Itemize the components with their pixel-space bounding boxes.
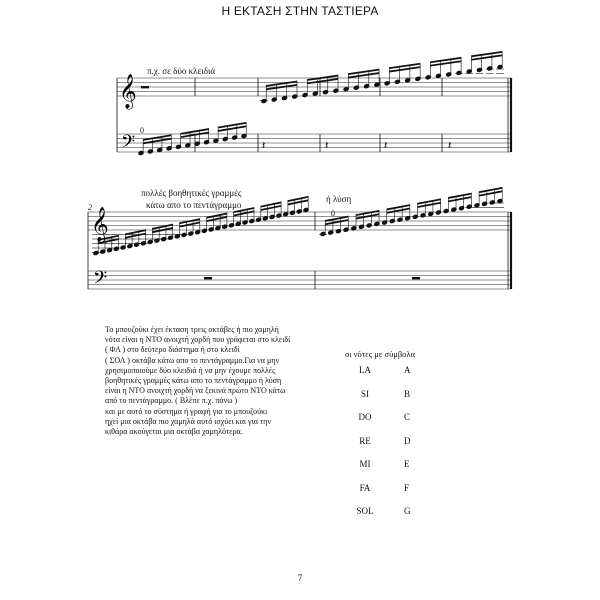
note-name-row — [350, 389, 430, 401]
note-name-row — [350, 506, 430, 518]
score-annotation: κάτω απο το πεντάγραμμο — [146, 200, 242, 210]
quarter-rest-icon: 𝄽 — [262, 139, 266, 152]
measure-number: 2 — [88, 203, 92, 212]
explanation-paragraph — [105, 325, 345, 437]
score-annotation: π.χ. σε δύο κλειδιά — [147, 66, 216, 76]
text-line: ( ΦΑ ) στο δεύτερο διάστημα ή στο κλειδί — [105, 345, 240, 355]
letter-name: E — [404, 459, 410, 469]
quarter-rest-icon: 𝄽 — [325, 139, 329, 152]
note-name-row — [350, 483, 430, 495]
page-title: Η ΕΚΤΑΣΗ ΣΤΗΝ ΤΑΣΤΙΕΡΑ — [221, 4, 379, 18]
fingering-zero: 0 — [331, 209, 335, 218]
solfege-name: LA — [359, 365, 371, 375]
solfege-name: RE — [359, 436, 371, 446]
text-line: ( ΣΟΛ ) οκτάβα κάτω απο το πεντάγραμμο.Για να μην — [105, 355, 280, 365]
text-line: είναι η ΝΤΟ ανοιχτή χορδή να ξεκινά πρώτο ΝΤΟ κάτω — [105, 386, 286, 396]
whole-rest — [204, 277, 212, 279]
quarter-rest-icon: 𝄽 — [448, 139, 452, 152]
bass-clef-icon: 𝄢 — [93, 268, 108, 293]
solfege-name: DO — [358, 412, 372, 422]
score-annotation: ή λύση — [326, 194, 352, 204]
text-line: βοηθητικές γραμμές κάτω απο το πεντάγραμμο ή λύση — [105, 376, 282, 386]
letter-name: F — [404, 483, 410, 493]
letter-name: C — [404, 412, 411, 422]
text-line: ηχεί μια οκτάβα πιο χαμηλά αυτό ισχύει και για την — [105, 416, 271, 426]
letter-name: B — [404, 389, 411, 399]
text-line: Το μπουζούκι έχει έκταση τρεις οκτάβες ή πιο χαμηλή — [105, 325, 279, 334]
treble-clef-icon: 𝄞 — [119, 74, 137, 109]
page-number: 7 — [297, 573, 303, 583]
solfege-name: MI — [359, 459, 371, 469]
note-name-row — [350, 412, 430, 424]
text-line: κιθάρα ακούγεται μια οκτάβα χαμηλότερα. — [105, 427, 243, 437]
bass-clef-icon: 𝄢 — [121, 132, 136, 157]
note-name-row — [350, 459, 430, 471]
text-line: και με αυτό το σύστημα ή γραφή για το μπουζούκι — [105, 406, 268, 416]
text-line: από το πεντάγραμμο. ( Βλέπε π.χ. πάνω ) — [105, 396, 238, 406]
letter-name: D — [404, 436, 411, 446]
treble-clef-icon: 𝄞 — [91, 207, 109, 242]
half-rest — [141, 86, 149, 88]
solfege-name: SOL — [356, 506, 374, 516]
note-name-row — [350, 436, 430, 448]
solfege-name: FA — [359, 483, 371, 493]
solfege-name: SI — [360, 389, 369, 399]
whole-rest — [412, 277, 420, 279]
note-name-row — [350, 365, 430, 377]
score-annotation: πολλές βοηθητικές γραμμές — [141, 188, 242, 198]
text-line: νότα είναι η ΝΤΟ ανοιχτή χορδή που γράφεται στο κλειδί — [105, 335, 291, 345]
fingering-zero: 0 — [140, 126, 144, 135]
text-line: χρησιμοποιούμε δύο κλειδιά ή να μην έχουμε πολλές — [105, 365, 276, 375]
quarter-rest-icon: 𝄽 — [384, 139, 388, 152]
letter-name: G — [404, 506, 411, 516]
note-names-title: οι νότες με σύμβολα — [345, 349, 415, 359]
letter-name: A — [404, 365, 411, 375]
